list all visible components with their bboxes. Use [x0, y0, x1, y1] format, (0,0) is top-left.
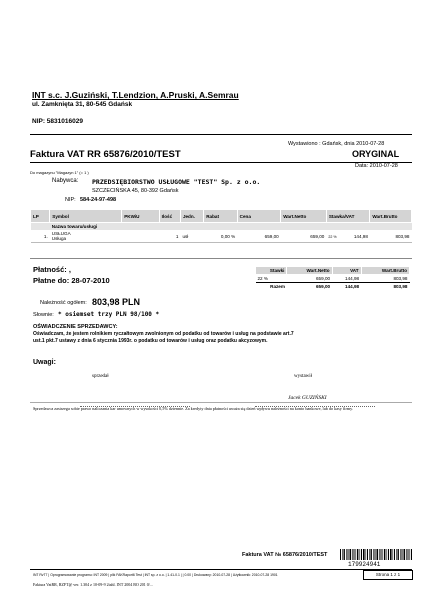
total-due-value: 803,98 PLN [92, 297, 141, 307]
buyer-nip: 584-24-97-498 [80, 197, 117, 203]
barcode-icon [340, 549, 412, 560]
table-row [31, 230, 412, 243]
col-pkwiu: PKWiU [122, 210, 159, 223]
vat-row-gross: 803,98 [393, 276, 408, 281]
footer-software-note: Faktura VatRR, RZFT@ ver. 1.304 z 10-09-9 2tahl. INT 2004 BO 201 0/... [33, 582, 153, 587]
col-net: Wart.Netto [281, 210, 327, 223]
page-number: Strona 1 z 1 [363, 570, 413, 580]
buyer-nip-label: NIP: [65, 197, 76, 203]
vat-col-gross: Wart.Brutto [361, 267, 409, 275]
items-subheader-row [31, 223, 412, 231]
vat-row-net: 659,00 [316, 276, 331, 281]
signature-divider [30, 402, 412, 403]
barcode-number: 179924941 [348, 561, 381, 568]
row-rate: 22 % [328, 234, 337, 239]
row-symbol [50, 230, 122, 243]
signer-name: Jacek GUZIŃSKI [288, 395, 327, 401]
bank-note: Sprzedawca zastrzega sobie prawo naliczania kar umownych w wysokości 0,5% dziennie. Za kredyty dnia płatności uważa się dzień wpływu należności na konto bankowe, lub do kasy firmy. [33, 406, 353, 411]
col-price: Cena [237, 210, 281, 223]
declaration-title: OŚWIADCZENIE SPRZEDAWCY: [33, 324, 118, 330]
row-symbol-value: USŁUGA [51, 231, 71, 236]
vat-total-label: Razem [256, 283, 287, 291]
sale-date: Data: 2010-07-28 [355, 163, 398, 169]
original-label: ORYGINAL [352, 149, 400, 159]
row-lp: 1. [43, 233, 48, 239]
seller-address: ul. Zamknięta 31, 80-545 Gdańsk [32, 101, 133, 108]
items-divider [30, 258, 412, 259]
receiver-signature-label: wystawił [294, 374, 313, 379]
footer-divider [30, 569, 412, 570]
vat-total-row [256, 283, 410, 291]
vat-row [256, 275, 410, 283]
vat-header-row [256, 267, 410, 275]
seller-nip: NIP: 5831016029 [32, 118, 83, 125]
row-item-name: Usługa [51, 236, 67, 241]
items-table [30, 209, 412, 243]
row-qty: 1 [175, 233, 179, 239]
payment-method: Płatność: , [33, 265, 71, 274]
vat-col-rate: Stawki [256, 267, 287, 275]
footer-document-title: Faktura VAT № 65876/2010/TEST [242, 552, 328, 558]
vat-total-net: 659,00 [287, 283, 332, 291]
seller-name: INT s.c. J.Guziński, T.Lendzion, A.Pruski, A.Semrau [32, 90, 239, 100]
title-divider [30, 162, 412, 163]
vat-row-rate: 22 % [257, 276, 268, 281]
invoice-title: Faktura VAT RR 65876/2010/TEST [30, 149, 181, 160]
vat-row-vat: 144,98 [345, 276, 360, 281]
issuer-signature-label: sprzedał [92, 374, 109, 379]
total-due-label: Należność ogółem: [40, 300, 87, 306]
row-price: 659,00 [264, 233, 279, 239]
header-divider [30, 134, 412, 135]
row-gross: 803,98 [395, 233, 410, 239]
warehouse-note: Do magazynu "Magazyn 1" (= 1 ) [30, 170, 89, 175]
payment-due-date: Płatne do: 28-07-2010 [33, 276, 110, 285]
vat-col-vat: VAT [332, 267, 361, 275]
issue-place-date: Wystawiono : Gdańsk, dnia 2010-07-28 [288, 141, 385, 147]
row-pkwiu [122, 230, 159, 243]
amount-in-words-label: Słownie: [33, 312, 54, 318]
col-discount: Rabat [204, 210, 237, 223]
col-lp: LP [31, 210, 50, 223]
col-gross: Wart.Brutto [370, 210, 412, 223]
footer-print-meta: INT RvT7 | Oprogramowanie programu: INT 2009 | plik FAKRaport6 Test | INT sp. z o.o. | 1.41-0.1 | | 0.00 | Drukowany: 2010-07-28 | Użytkownik: 2010-07-28 1901 [33, 573, 278, 577]
col-symbol: Symbol [50, 210, 122, 223]
row-net: 659,00 [310, 233, 325, 239]
vat-summary-table [255, 266, 410, 290]
buyer-address: SZCZECIŃSKA 45, 80-392 Gdańsk [92, 188, 179, 194]
col-qty: Ilość [159, 210, 180, 223]
row-rate-vat [326, 230, 370, 243]
col-unit: Jedn. [180, 210, 203, 223]
row-unit: usł [182, 233, 189, 239]
col-rate: Stawka/VAT [326, 210, 370, 223]
col-item-name: Nazwa towaru/usługi [50, 223, 412, 231]
buyer-name: PRZEDSIĘBIORSTWO USŁUGOWE "TEST" Sp. z o.o. [92, 178, 261, 186]
vat-col-net: Wart.Netto [287, 267, 332, 275]
items-header-row [31, 210, 412, 223]
row-vat: 144,98 [353, 233, 368, 239]
vat-total-gross: 803,98 [361, 283, 409, 291]
declaration-text: Oświadczam, że jestem rolnikiem ryczałtowym zwolnionym od podatku od towarów i usług na podstawie art.7 ust.1 pkt.7 ustawy z dnia 6 stycznia 1993r. o podatku od towarów i usług oraz podatku akcyzowym. [33, 331, 294, 344]
row-discount: 0,00 % [220, 233, 236, 239]
amount-in-words: * osiemset trzy PLN 98/100 * [58, 311, 160, 318]
vat-total-vat: 144,98 [332, 283, 361, 291]
buyer-label: Nabywca: [52, 178, 79, 184]
notes-label: Uwagi: [33, 359, 56, 366]
